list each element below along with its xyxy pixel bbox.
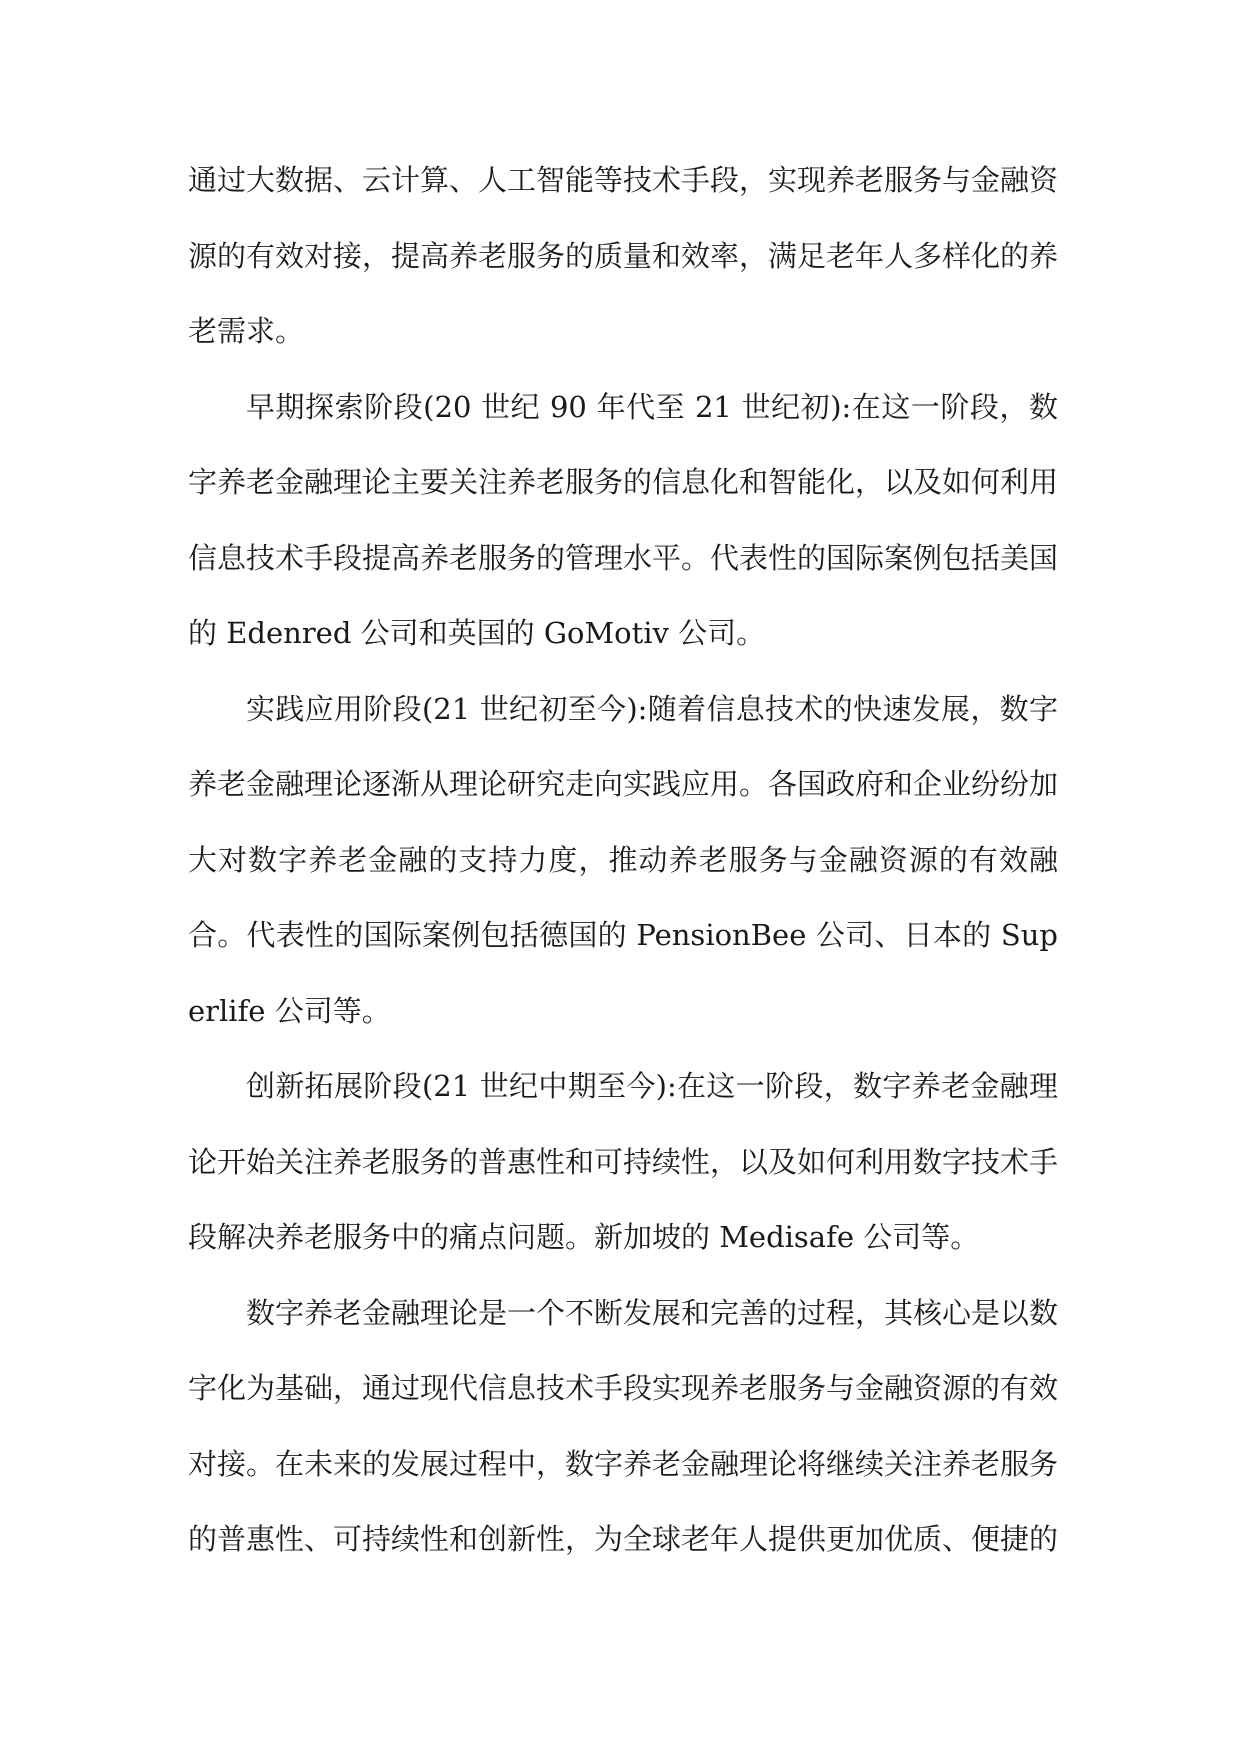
paragraph-practical-application: 实践应用阶段(21 世纪初至今):随着信息技术的快速发展，数字养老金融理论逐渐从理论研究走向实践应用。各国政府和企业纷纷加大对数字养老金融的支持力度，推动养老服务与金融资源的有效融合。代表性的国际案例包括德国的 PensionBee 公司、日本的 Superlife 公司等。 [188,691,1059,1028]
paragraph-summary: 数字养老金融理论是一个不断发展和完善的过程，其核心是以数字化为基础，通过现代信息技术手段实现养老服务与金融资源的有效对接。在未来的发展过程中，数字养老金融理论将继续关注养老服务的普惠性、可持续性和创新性，为全球老年人提供更加优质、便捷的 [188,1295,1059,1556]
body-text [188,143,1058,1578]
paragraph-early-exploration: 早期探索阶段(20 世纪 90 年代至 21 世纪初):在这一阶段，数字养老金融理论主要关注养老服务的信息化和智能化，以及如何利用信息技术手段提高养老服务的管理水平。代表性的国际案例包括美国的 Edenred 公司和英国的 GoMotiv 公司。 [188,389,1059,650]
paragraph-continuation: 通过大数据、云计算、人工智能等技术手段，实现养老服务与金融资源的有效对接，提高养老服务的质量和效率，满足老年人多样化的养老需求。 [188,163,1059,348]
paragraph-innovation-expansion: 创新拓展阶段(21 世纪中期至今):在这一阶段，数字养老金融理论开始关注养老服务的普惠性和可持续性，以及如何利用数字技术手段解决养老服务中的痛点问题。新加坡的 Medisafe 公司等。 [188,1069,1059,1254]
